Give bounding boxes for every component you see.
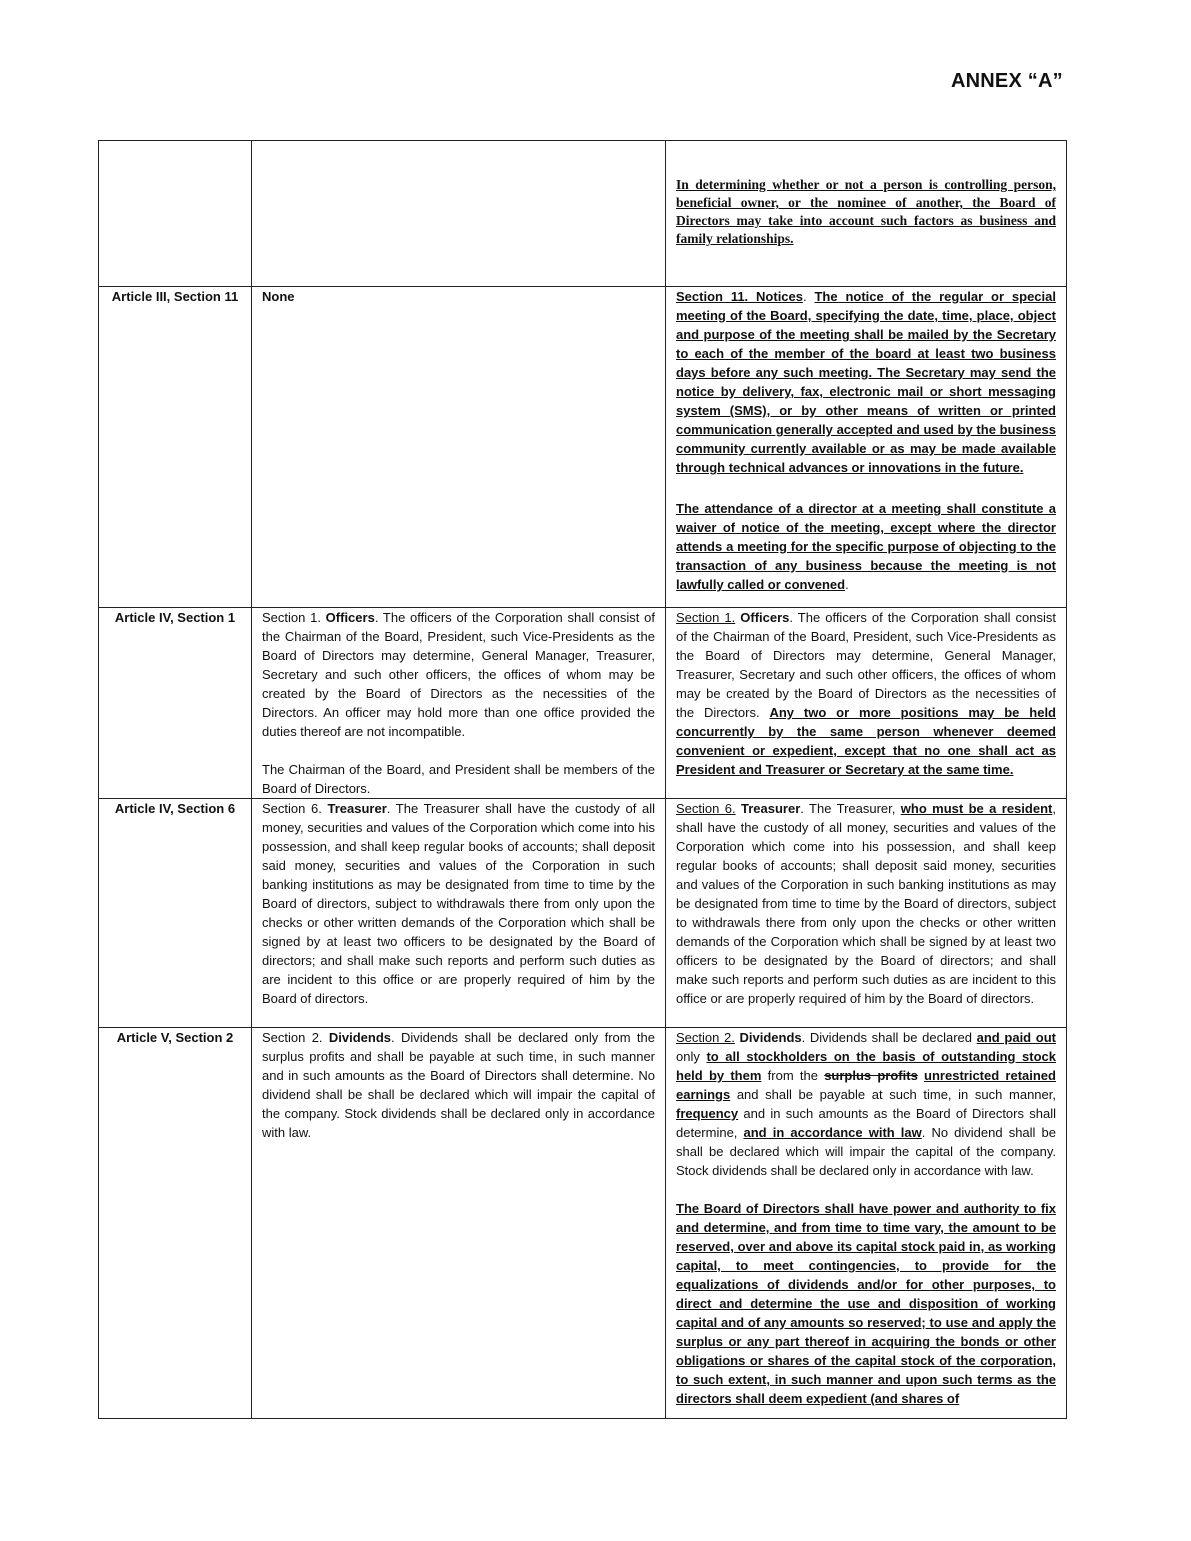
new-provision-text: In determining whether or not a person is controlling person, beneficial owner, or the nominee of another, the Board of Directors may take into account such factors as business and family relationships. bbox=[676, 177, 1056, 246]
annex-label: ANNEX “A” bbox=[951, 70, 1063, 92]
provision-text: . The Treasurer shall have the custody of all money, securities and values of the Corporation which come into his possession, and shall keep regular books of accounts; shall deposit said money, securities and values of the Corporation in such banking institutions as may be designated from time to time by the Board of directors, subject to withdrawals there from only upon the checks or other written demands of the Corporation which shall be signed by at least two officers to be designated by the Board of directors; and shall make such reports and perform such duties as are incident to this office or are properly required of him by the Board of directors. bbox=[262, 801, 655, 1006]
new-provision-cell bbox=[666, 608, 1067, 799]
article-cell: Article IV, Section 1 bbox=[99, 608, 252, 799]
article-cell: Article III, Section 11 bbox=[99, 287, 252, 608]
section-prefix: Section 2. bbox=[262, 1030, 329, 1045]
old-provision-cell bbox=[252, 799, 666, 1028]
provision-text: and in such amounts as the Board of Directors shall determine, bbox=[676, 1106, 1056, 1140]
provision-text: . The Treasurer, bbox=[800, 801, 901, 816]
new-provision-cell bbox=[666, 141, 1067, 287]
new-provision-paragraph: Section 11. Notices. The notice of the regular or special meeting of the Board, specifying the date, time, place, object and purpose of the meeting shall be mailed by the Secretary to each of the member of the board at least two business days before any such meeting. The Secretary may send the notice by delivery, fax, electronic mail or short messaging system (SMS), or by other means of written or printed communication generally accepted and used by the business community currently available or as may be made available through technical advances or innovations in the future. bbox=[676, 289, 1056, 475]
table-row bbox=[99, 799, 1067, 1028]
provision-text: from the bbox=[761, 1068, 825, 1083]
old-provision-cell bbox=[252, 1028, 666, 1419]
amendment-table bbox=[98, 140, 1067, 1419]
old-provision-paragraph bbox=[262, 1028, 655, 1142]
section-title: Dividends bbox=[739, 1030, 802, 1045]
new-provision-paragraph bbox=[676, 608, 1056, 779]
section-prefix: Section 6. bbox=[676, 801, 736, 816]
new-provision-paragraph: The attendance of a director at a meeting shall constitute a waiver of notice of the meeting, except where the director attends a meeting for the specific purpose of objecting to the transaction of any business because the meeting is not lawfully called or convened. bbox=[676, 501, 1056, 592]
new-provision-paragraph bbox=[676, 1028, 1056, 1180]
old-provision-paragraph bbox=[262, 799, 655, 1008]
old-provision-cell bbox=[252, 141, 666, 287]
provision-text: and shall be payable at such time, in such manner, bbox=[730, 1087, 1056, 1102]
section-title: Dividends bbox=[328, 1030, 391, 1045]
section-title: Officers bbox=[325, 610, 375, 625]
new-provision-paragraph bbox=[676, 799, 1056, 1008]
added-text: Any two or more positions may be held concurrently by the same person whenever deemed convenient or expedient, except that no one shall act as President and Treasurer or Secretary at the same time. bbox=[676, 705, 1057, 777]
section-prefix: Section 2. bbox=[676, 1030, 735, 1045]
section-title: Officers bbox=[740, 610, 790, 625]
provision-text: . Dividends shall be declared only from the surplus profits and shall be payable at such time, in such manner and in such amounts as the Board of Directors shall determine. No dividend shall be shall be declared which will impair the capital of the company. Stock dividends shall be declared only in accordance with law. bbox=[262, 1030, 655, 1140]
new-provision-cell bbox=[666, 1028, 1067, 1419]
added-text: unrestricted retained earnings bbox=[676, 1068, 1056, 1102]
new-provision-paragraph bbox=[676, 1199, 1056, 1408]
provision-text: . The officers of the Corporation shall consist of the Chairman of the Board, President, such Vice-Presidents as the Board of Directors may determine, General Manager, Treasurer, Secretary and such other officers, the offices of whom may be created by the Board of Directors as the necessities of the Directors. bbox=[676, 610, 1057, 720]
added-text: The Board of Directors shall have power and authority to fix and determine, and from time to time vary, the amount to be reserved, over and above its capital stock paid in, as working capital, to meet contingencies, to provide for the equalizations of dividends and/or for other purposes, to direct and determine the use and disposition of working capital and of any amounts so reserved; to use and apply the surplus or any part thereof in acquiring the bonds or other obligations or shares of the capital stock of the corporation, to such extent, in such manner and upon such terms as the directors shall deem expedient (and shares of bbox=[676, 1201, 1056, 1406]
provision-text: only bbox=[676, 1049, 707, 1064]
provision-text: . No dividend shall be shall be declared which will impair the capital of the company. Stock dividends shall be declared only in accordance with law. bbox=[676, 1125, 1056, 1178]
old-provision-paragraph bbox=[262, 608, 655, 741]
article-cell bbox=[99, 141, 252, 287]
provision-text: . Dividends shall be declared bbox=[801, 1030, 977, 1045]
added-text: frequency bbox=[676, 1106, 739, 1121]
added-text: to all stockholders on the basis of outstanding stock held by them bbox=[676, 1049, 1056, 1083]
new-provision-cell bbox=[666, 799, 1067, 1028]
added-text: and paid out bbox=[976, 1030, 1056, 1045]
section-prefix: Section 6. bbox=[262, 801, 328, 816]
added-text: The notice of the regular or special meeting of the Board, specifying the date, time, place, object and purpose of the meeting shall be mailed by the Secretary to each of the member of the board at least two business days before any such meeting. The Secretary may send the notice by delivery, fax, electronic mail or short messaging system (SMS), or by other means of written or printed communication generally accepted and used by the business community currently available or as may be made available through technical advances or innovations in the future. bbox=[676, 289, 1056, 475]
article-cell: Article V, Section 2 bbox=[99, 1028, 252, 1419]
table-row bbox=[99, 287, 1067, 608]
old-provision-cell bbox=[252, 608, 666, 799]
table-row bbox=[99, 608, 1067, 799]
section-prefix: Section 1. bbox=[676, 610, 736, 625]
table-row bbox=[99, 141, 1067, 287]
section-prefix: Section 1. bbox=[262, 610, 326, 625]
section-heading: Section 11. Notices bbox=[676, 289, 803, 304]
added-text: and in accordance with law bbox=[743, 1125, 922, 1140]
new-provision-cell bbox=[666, 287, 1067, 608]
table-row bbox=[99, 1028, 1067, 1419]
added-text: The attendance of a director at a meeting shall constitute a waiver of notice of the meeting, except where the director attends a meeting for the specific purpose of objecting to the transaction of any business because the meeting is not lawfully called or convened bbox=[676, 501, 1056, 592]
provision-text: , shall have the custody of all money, securities and values of the Corporation which come into his possession, and shall keep regular books of accounts; shall deposit said money, securities and values of the Corporation in such banking institutions as may be designated from time to time by the Board of directors, subject to withdrawals there from only upon the checks or other written demands of the Corporation which shall be signed by at least two officers to be designated by the Board of directors; and shall make such reports and perform such duties as are incident to this office or are properly required of him by the Board of directors. bbox=[676, 801, 1056, 1006]
deleted-text: surplus profits bbox=[824, 1068, 918, 1083]
section-title: Treasurer bbox=[327, 801, 387, 816]
old-provision-paragraph: The Chairman of the Board, and President shall be members of the Board of Directors. bbox=[262, 762, 655, 796]
provision-text: . The officers of the Corporation shall consist of the Chairman of the Board, President, such Vice-Presidents as the Board of Directors may determine, General Manager, Treasurer, Secretary and such other officers, the offices of whom may be created by the Board of Directors as the necessities of the Directors. An officer may hold more than one office provided the duties thereof are not incompatible. bbox=[262, 610, 655, 739]
section-title: Treasurer bbox=[741, 801, 801, 816]
added-text: who must be a resident bbox=[900, 801, 1053, 816]
article-cell: Article IV, Section 6 bbox=[99, 799, 252, 1028]
old-provision-cell: None bbox=[252, 287, 666, 608]
